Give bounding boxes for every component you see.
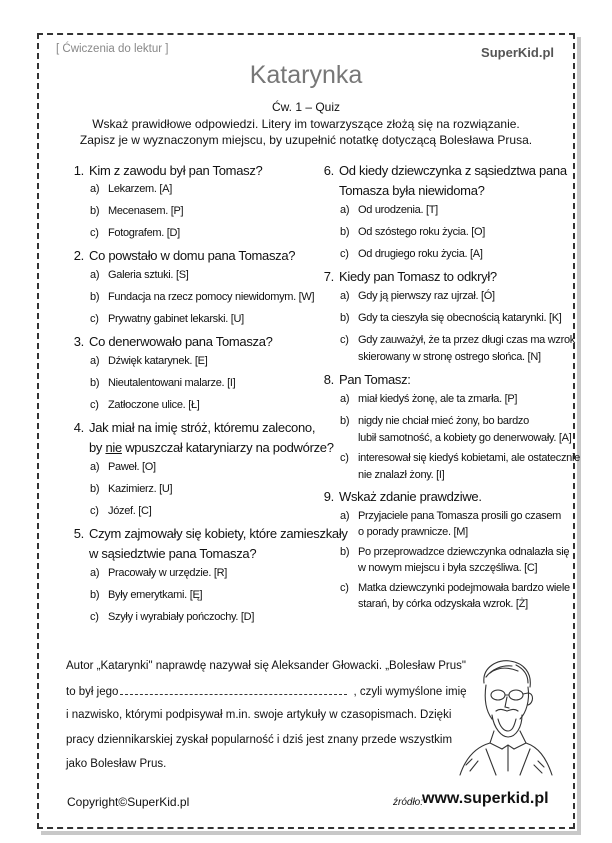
question-text: Wskaż zdanie prawdziwe. <box>339 489 482 504</box>
category-tag: [ Ćwiczenia do lektur ] <box>56 43 169 55</box>
option-text: Nieutalentowani malarze. [I] <box>108 377 236 389</box>
option-text-continued: nie znalazł żony. [I] <box>358 469 445 481</box>
question-text: Od kiedy dziewczynka z sąsiedztwa pana <box>339 163 567 178</box>
answer-option[interactable] <box>68 355 323 377</box>
option-text: Prywatny gabinet lekarski. [U] <box>108 313 244 325</box>
note-line-3: i nazwisko, którymi podpisywał m.in. swoje artykuły w czasopismach. Dzięki <box>66 709 452 721</box>
option-text: Fotografem. [D] <box>108 227 180 239</box>
option-letter: c) <box>90 399 99 411</box>
option-letter: a) <box>90 183 100 195</box>
option-letter: c) <box>90 227 99 239</box>
option-text-continued: skierowany w stronę ostrego słońca. [N] <box>358 351 541 363</box>
option-letter: b) <box>90 291 100 303</box>
option-letter: a) <box>90 355 100 367</box>
question-text-part: wpuszczał kataryniarzy na podwórze? <box>121 440 334 455</box>
option-text: Paweł. [O] <box>108 461 156 473</box>
option-text: Zatłoczone ulice. [Ł] <box>108 399 200 411</box>
option-letter: a) <box>90 461 100 473</box>
emphasized-word: nie <box>105 440 122 455</box>
note-line-2 <box>66 685 467 698</box>
question-1 <box>68 163 323 248</box>
answer-option[interactable] <box>318 248 573 269</box>
option-text: Kazimierz. [U] <box>108 483 173 495</box>
note-text: , czyli wymyślone imię <box>353 686 467 698</box>
question-text: Kiedy pan Tomasz to odkrył? <box>339 269 497 284</box>
option-text: Dźwięk katarynek. [E] <box>108 355 208 367</box>
option-text: Od urodzenia. [T] <box>358 204 438 216</box>
question-number: 9. <box>323 489 334 504</box>
question-text: Jak miał na imię stróż, któremu zalecono, <box>89 420 316 435</box>
answer-option[interactable] <box>68 269 323 291</box>
option-letter: b) <box>340 312 350 324</box>
answer-option[interactable] <box>68 205 323 227</box>
question-6 <box>318 163 573 269</box>
question-number: 7. <box>323 269 334 284</box>
answer-option[interactable] <box>68 611 323 632</box>
option-letter: b) <box>340 546 350 558</box>
option-letter: c) <box>340 248 349 260</box>
option-letter: b) <box>340 415 350 427</box>
option-letter: c) <box>90 505 99 517</box>
question-number: 1. <box>73 163 84 178</box>
instruction-line-2: Zapisz je w wyznaczonym miejscu, by uzupełnić notatkę dotyczącą Bolesława Prusa. <box>79 133 533 147</box>
author-portrait-illustration <box>446 653 558 777</box>
option-letter: b) <box>90 377 100 389</box>
option-text: nigdy nie chciał mieć żony, bo bardzo <box>358 415 529 427</box>
answer-option[interactable] <box>68 399 323 420</box>
worksheet-title: Katarynka <box>249 61 363 89</box>
option-text: Szyły i wyrabiały pończochy. [D] <box>108 611 255 623</box>
option-letter: a) <box>340 393 350 405</box>
source-link[interactable]: www.superkid.pl <box>422 790 549 807</box>
option-letter: c) <box>340 334 349 346</box>
answer-option[interactable] <box>68 505 323 526</box>
answer-option[interactable] <box>68 461 323 483</box>
answer-option[interactable] <box>68 227 323 248</box>
question-number: 4. <box>73 420 84 435</box>
question-text: Pan Tomasz: <box>339 372 411 387</box>
page-shadow-right <box>577 37 581 833</box>
answer-option[interactable] <box>318 582 573 618</box>
option-letter: a) <box>90 269 100 281</box>
questions-right-column <box>318 163 580 618</box>
answer-option[interactable] <box>68 377 323 399</box>
option-letter: a) <box>340 204 350 216</box>
option-text: Matka dziewczynki podejmowała bardzo wiele <box>358 582 570 594</box>
answer-option[interactable] <box>68 183 323 205</box>
option-text: Gdy ta cieszyła się obecnością katarynki. [K] <box>358 312 562 324</box>
option-letter: b) <box>90 205 100 217</box>
answer-blank[interactable] <box>120 685 347 695</box>
option-text: Lekarzem. [A] <box>108 183 172 195</box>
answer-option[interactable] <box>68 589 323 611</box>
note-line-5: jako Bolesław Prus. <box>66 758 167 770</box>
note-line-1: Autor „Katarynki" naprawdę nazywał się Aleksander Głowacki. „Bolesław Prus" <box>66 660 466 672</box>
question-number: 8. <box>323 372 334 387</box>
answer-option[interactable] <box>318 415 573 452</box>
answer-option[interactable] <box>318 546 573 582</box>
question-number: 5. <box>73 526 84 541</box>
answer-option[interactable] <box>318 334 573 372</box>
option-letter: b) <box>90 483 100 495</box>
option-text: Pracowały w urzędzie. [R] <box>108 567 228 579</box>
option-text: Przyjaciele pana Tomasza prosili go czasem <box>358 510 562 522</box>
note-line-4: pracy dziennikarskiej zyskał popularność i dziś jest znany przede wszystkim <box>66 734 453 746</box>
option-text-continued: w nowym miejscu i była szczęśliwa. [C] <box>358 562 538 574</box>
option-letter: c) <box>90 313 99 325</box>
brand-name: SuperKid.pl <box>481 45 554 60</box>
exercise-subtitle: Ćw. 1 – Quiz <box>271 100 341 114</box>
question-text-continued <box>89 440 334 455</box>
page-shadow-bottom <box>41 831 581 835</box>
answer-option[interactable] <box>318 312 573 334</box>
option-text: Gdy zauważył, że ta przez długi czas ma wzrok <box>358 334 575 346</box>
question-number: 6. <box>323 163 334 178</box>
questions-left-column <box>68 163 348 632</box>
question-4 <box>68 420 334 526</box>
option-text: Fundacja na rzecz pomocy niewidomym. [W] <box>108 291 315 303</box>
option-text: interesował się kiedyś kobietami, ale ostatecznie <box>358 452 580 464</box>
instruction-line-1: Wskaż prawidłowe odpowiedzi. Litery im towarzyszące złożą się na rozwiązanie. <box>92 117 520 131</box>
option-text: Gdy ją pierwszy raz ujrzał. [Ó] <box>358 290 495 302</box>
option-text: Mecenasem. [P] <box>108 205 184 217</box>
option-text: Józef. [C] <box>108 505 152 517</box>
answer-option[interactable] <box>318 452 580 489</box>
answer-option[interactable] <box>68 567 323 589</box>
copyright-text: Copyright©SuperKid.pl <box>67 795 190 809</box>
question-number: 2. <box>73 248 84 263</box>
option-letter: a) <box>340 510 350 522</box>
option-text-continued: o porady prawnicze. [M] <box>358 526 468 538</box>
question-text: Co denerwowało pana Tomasza? <box>89 334 273 349</box>
option-letter: c) <box>340 452 349 464</box>
source-label: źródło: <box>393 797 424 808</box>
option-letter: b) <box>340 226 350 238</box>
option-text: Po przeprowadzce dziewczynka odnalazła się <box>358 546 570 558</box>
answer-option[interactable] <box>68 483 323 505</box>
option-text: Od szóstego roku życia. [O] <box>358 226 486 238</box>
question-3 <box>68 334 323 420</box>
option-text: miał kiedyś żonę, ale ta zmarła. [P] <box>358 393 518 405</box>
question-text-part: by <box>89 440 106 455</box>
question-text: Co powstało w domu pana Tomasza? <box>89 248 296 263</box>
note-text: to był jego <box>66 686 119 698</box>
question-text-continued: Tomasza była niewidoma? <box>339 183 485 198</box>
question-8 <box>318 372 580 489</box>
option-letter: a) <box>90 567 100 579</box>
answer-option[interactable] <box>318 226 573 248</box>
option-letter: c) <box>90 611 99 623</box>
answer-option[interactable] <box>318 204 573 226</box>
option-text: Były emerytkami. [Ę] <box>108 589 203 601</box>
question-text-continued: w sąsiedztwie pana Tomasza? <box>89 546 257 561</box>
answer-option[interactable] <box>68 313 323 334</box>
question-7 <box>318 269 573 372</box>
question-5 <box>68 526 348 632</box>
question-number: 3. <box>73 334 84 349</box>
answer-option[interactable] <box>318 510 573 546</box>
question-text: Kim z zawodu był pan Tomasz? <box>89 163 263 178</box>
question-2 <box>68 248 323 334</box>
answer-option[interactable] <box>318 393 573 415</box>
option-text-continued: starań, by córka odzyskała wzrok. [Ż] <box>358 598 528 610</box>
question-9 <box>318 489 573 618</box>
answer-option[interactable] <box>318 290 573 312</box>
option-letter: b) <box>90 589 100 601</box>
option-text: Galeria sztuki. [S] <box>108 269 189 281</box>
option-letter: a) <box>340 290 350 302</box>
option-text-continued: lubił samotność, a kobiety go denerwowały. [A] <box>358 432 572 444</box>
answer-option[interactable] <box>68 291 323 313</box>
question-text: Czym zajmowały się kobiety, które zamieszkały <box>89 526 348 541</box>
option-letter: c) <box>340 582 349 594</box>
option-text: Od drugiego roku życia. [A] <box>358 248 483 260</box>
